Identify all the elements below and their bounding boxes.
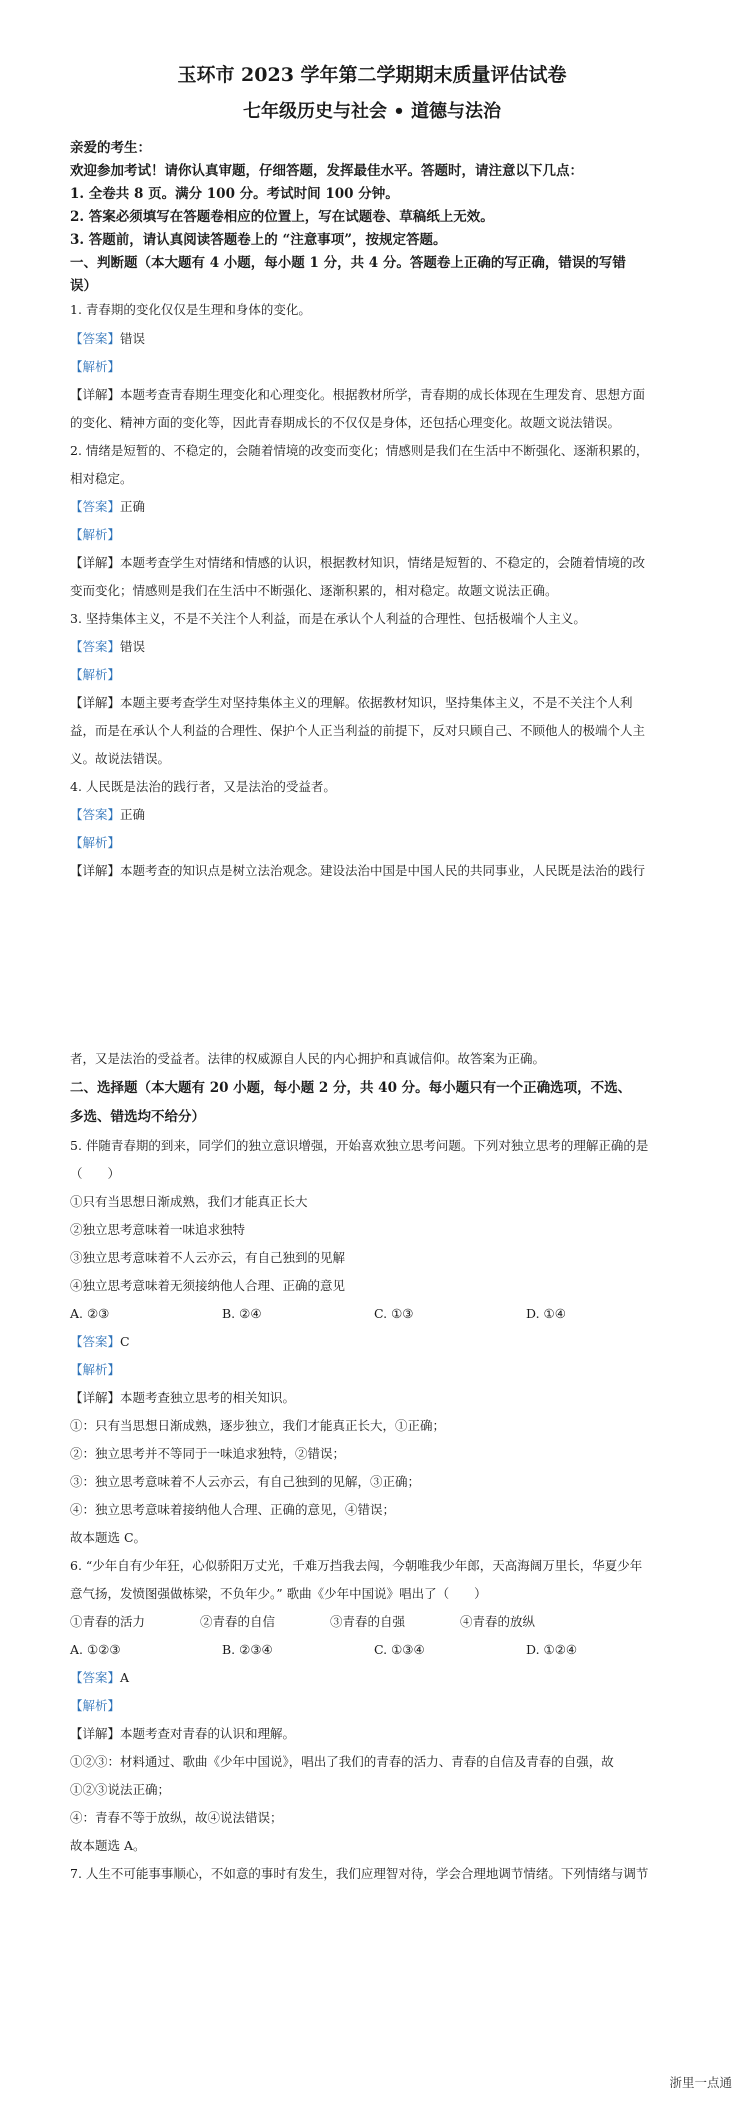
q5-point-1: ①：只有当思想日渐成熟，逐步独立，我们才能真正长大，①正确； [70, 1418, 446, 1433]
q6-detail-1: 本题考查对青春的认识和理解。 [120, 1726, 296, 1741]
q3-answer-line [70, 638, 682, 656]
greeting: 亲爱的考生： [70, 140, 151, 156]
q6-answer-line [70, 1669, 682, 1687]
q3-text: 3. 坚持集体主义，不是不关注个人利益，而是在承认个人利益的合理性、包括极端个人主义。 [70, 611, 586, 626]
q2-detail-1: 本题考查学生对情绪和情感的认识，根据教材知识，情绪是短暂的、不稳定的，会随着情境的改 [120, 555, 646, 570]
q6-point-1: ①②③：材料通过、歌曲《少年中国说》，唱出了我们的青春的活力、青春的自信及青春的自强，故 [70, 1754, 614, 1769]
q6-option-c: C. ①③④ [374, 1642, 425, 1657]
answer-tag: 【答案】 [70, 1670, 121, 1685]
detail-tag: 【详解】 [70, 387, 121, 402]
q2-text-cont: 相对稳定。 [70, 471, 133, 486]
answer-tag: 【答案】 [70, 639, 121, 654]
q5-text-cont: （ ） [70, 1166, 121, 1181]
q5-detail-line-1 [70, 1389, 682, 1407]
detail-tag: 【详解】 [70, 555, 121, 570]
q1-text: 1. 青春期的变化仅仅是生理和身体的变化。 [70, 302, 311, 317]
analysis-tag: 【解析】 [70, 527, 121, 542]
q6-option-d: D. ①②④ [526, 1642, 578, 1657]
q4-detail-line-1 [70, 862, 682, 880]
q2-detail-line-1 [70, 554, 682, 572]
q6-analysis-line [70, 1697, 682, 1715]
q2-answer: 正确 [120, 499, 146, 514]
q2-answer-line [70, 498, 682, 516]
q6-point-3: ④：青春不等于放纵，故④说法错误； [70, 1810, 283, 1825]
q4-text: 4. 人民既是法治的践行者，又是法治的受益者。 [70, 779, 336, 794]
q1-detail-line-1 [70, 386, 682, 404]
q1-answer: 错误 [120, 331, 146, 346]
q1-detail-2: 的变化、精神方面的变化等，因此青春期成长的不仅仅是身体，还包括心理变化。故题文说法错误。 [70, 415, 621, 430]
q1-analysis-line [70, 358, 682, 376]
q6-text: 6. “少年自有少年狂，心似骄阳万丈光，千难万挡我去闯，今朝唯我少年郎，天高海阔万里长，华夏少年 [70, 1558, 643, 1573]
section1-heading: 一、判断题（本大题有 4 小题，每小题 1 分，共 4 分。答题卷上正确的写正确，错误的写错 [70, 255, 626, 271]
analysis-tag: 【解析】 [70, 359, 121, 374]
q3-detail-2: 益，而是在承认个人利益的合理性、保护个人正当利益的前提下，反对只顾自己、不顾他人的极端个人主 [70, 723, 646, 738]
q5-point-4: ④：独立思考意味着接纳他人合理、正确的意见，④错误； [70, 1502, 396, 1517]
q3-detail-line-1 [70, 694, 682, 712]
q5-option-b: B. ②④ [222, 1306, 262, 1321]
analysis-tag: 【解析】 [70, 1698, 121, 1713]
q7-text: 7. 人生不可能事事顺心，不如意的事时有发生，我们应理智对待，学会合理地调节情绪。下列情绪与调节 [70, 1866, 649, 1881]
q3-detail-3: 义。故说法错误。 [70, 751, 171, 766]
answer-tag: 【答案】 [70, 1334, 121, 1349]
welcome-text: 欢迎参加考试！请你认真审题，仔细答题，发挥最佳水平。答题时，请注意以下几点： [70, 163, 583, 179]
analysis-tag: 【解析】 [70, 835, 121, 850]
q5-answer-line [70, 1333, 682, 1351]
detail-tag: 【详解】 [70, 1390, 121, 1405]
q1-detail-1: 本题考查青春期生理变化和心理变化。根据教材所学，青春期的成长体现在生理发育、思想方面 [120, 387, 646, 402]
q6-option-b: B. ②③④ [222, 1642, 273, 1657]
q3-analysis-line [70, 666, 682, 684]
q4-analysis-line [70, 834, 682, 852]
q5-analysis-line [70, 1361, 682, 1379]
q5-item-1: ①只有当思想日渐成熟，我们才能真正长大 [70, 1194, 308, 1209]
analysis-tag: 【解析】 [70, 667, 121, 682]
section2-heading: 二、选择题（本大题有 20 小题，每小题 2 分，共 40 分。每小题只有一个正确选项，不选、 [70, 1080, 632, 1096]
section1-heading-cont: 误） [70, 278, 97, 294]
q5-item-4: ④独立思考意味着无须接纳他人合理、正确的意见 [70, 1278, 346, 1293]
q5-answer: C [120, 1334, 130, 1349]
q6-item-3: ③青春的自强 [330, 1614, 406, 1629]
note-3: 3. 答题前，请认真阅读答题卷上的 “注意事项”，按规定答题。 [70, 232, 447, 248]
q6-item-4: ④青春的放纵 [460, 1614, 536, 1629]
detail-tag: 【详解】 [70, 695, 121, 710]
q4-detail-1: 本题考查的知识点是树立法治观念。建设法治中国是中国人民的共同事业，人民既是法治的践行 [120, 863, 646, 878]
note-2: 2. 答案必须填写在答题卷相应的位置上，写在试题卷、草稿纸上无效。 [70, 209, 494, 225]
q5-option-d: D. ①④ [526, 1306, 566, 1321]
section2-heading-cont: 多选、错选均不给分） [70, 1109, 205, 1125]
watermark: 浙里一点通 [669, 2075, 732, 2090]
q3-answer: 错误 [120, 639, 146, 654]
q2-analysis-line [70, 526, 682, 544]
answer-tag: 【答案】 [70, 499, 121, 514]
q6-conclusion: 故本题选 A。 [70, 1838, 146, 1853]
q6-text-cont: 意气扬，发愤图强做栋梁，不负年少。” 歌曲《少年中国说》唱出了（ ） [70, 1586, 487, 1601]
q6-point-2: ①②③说法正确； [70, 1782, 171, 1797]
q2-text: 2. 情绪是短暂的、不稳定的，会随着情境的改变而变化；情感则是我们在生活中不断强化、逐渐积累的， [70, 443, 649, 458]
q4-detail-2: 者，又是法治的受益者。法律的权威源自人民的内心拥护和真诚信仰。故答案为正确。 [70, 1051, 546, 1066]
q5-item-3: ③独立思考意味着不人云亦云，有自己独到的见解 [70, 1250, 346, 1265]
q5-conclusion: 故本题选 C。 [70, 1530, 147, 1545]
exam-title: 玉环市 2023 学年第二学期期末质量评估试卷 [177, 64, 567, 86]
q4-answer: 正确 [120, 807, 146, 822]
q3-detail-1: 本题主要考查学生对坚持集体主义的理解。依据教材知识，坚持集体主义，不是不关注个人利 [120, 695, 633, 710]
note-1: 1. 全卷共 8 页。满分 100 分。考试时间 100 分钟。 [70, 186, 399, 202]
q5-item-2: ②独立思考意味着一味追求独特 [70, 1222, 246, 1237]
detail-tag: 【详解】 [70, 863, 121, 878]
q2-detail-2: 变而变化；情感则是我们在生活中不断强化、逐渐积累的，相对稳定。故题文说法正确。 [70, 583, 558, 598]
q5-point-2: ②：独立思考并不等同于一味追求独特，②错误； [70, 1446, 346, 1461]
q1-answer-line [70, 330, 682, 348]
detail-tag: 【详解】 [70, 1726, 121, 1741]
q5-option-a: A. ②③ [70, 1306, 110, 1321]
q5-text: 5. 伴随青春期的到来，同学们的独立意识增强，开始喜欢独立思考问题。下列对独立思考的理解正确的是 [70, 1138, 649, 1153]
q6-item-2: ②青春的自信 [200, 1614, 276, 1629]
q5-detail-1: 本题考查独立思考的相关知识。 [120, 1390, 296, 1405]
answer-tag: 【答案】 [70, 331, 121, 346]
answer-tag: 【答案】 [70, 807, 121, 822]
q6-detail-line-1 [70, 1725, 682, 1743]
analysis-tag: 【解析】 [70, 1362, 121, 1377]
q6-answer: A [120, 1670, 130, 1685]
q6-item-1: ①青春的活力 [70, 1614, 146, 1629]
q6-option-a: A. ①②③ [70, 1642, 121, 1657]
q5-option-c: C. ①③ [374, 1306, 414, 1321]
q5-point-3: ③：独立思考意味着不人云亦云，有自己独到的见解，③正确； [70, 1474, 421, 1489]
exam-subtitle: 七年级历史与社会 • 道德与法治 [242, 101, 502, 122]
q4-answer-line [70, 806, 682, 824]
